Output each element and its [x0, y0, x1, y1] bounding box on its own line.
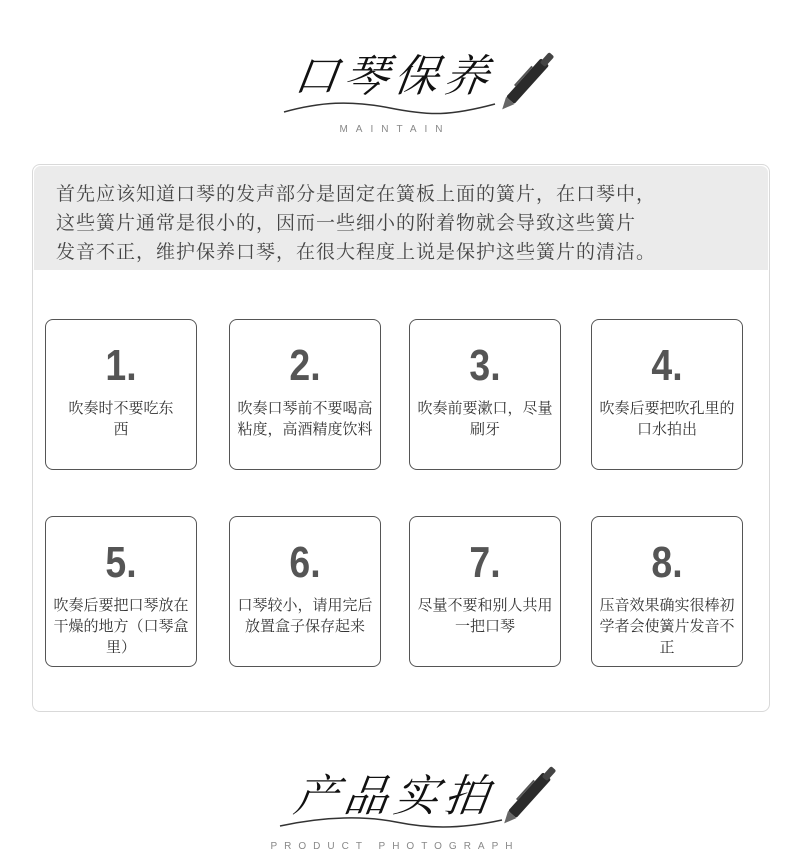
section-subtitle-wrap: [0, 124, 790, 135]
section-title: 产品实拍: [290, 771, 498, 822]
tip-card: [591, 516, 743, 667]
tip-number: 2.: [289, 341, 321, 390]
tip-number: 5.: [105, 538, 137, 587]
tip-text: 尽量不要和别人共用一把口琴: [417, 596, 553, 635]
tip-number: 7.: [469, 538, 501, 587]
tip-number: 8.: [651, 538, 683, 587]
flourish-underline: [276, 812, 506, 834]
section-subtitle: MAINTAIN: [339, 124, 451, 135]
tip-card: [409, 319, 561, 470]
section-subtitle: PRODUCT PHOTOGRAPH: [270, 841, 520, 852]
tip-card: [45, 516, 197, 667]
tip-card: [229, 516, 381, 667]
section-subtitle-wrap: [0, 841, 790, 852]
tip-text: 吹奏后要把吹孔里的口水拍出: [599, 399, 735, 438]
tip-text: 吹奏时不要吃东西: [68, 399, 174, 438]
tip-number: 3.: [469, 341, 501, 390]
section-header-maintain: [0, 40, 790, 104]
tip-card: [45, 319, 197, 470]
tip-card: [409, 516, 561, 667]
tip-card: [591, 319, 743, 470]
tip-text: 吹奏后要把口琴放在干燥的地方（口琴盒里）: [53, 596, 189, 656]
tip-text: 吹奏口琴前不要喝高粘度，高酒精度饮料: [237, 399, 373, 438]
section-title: 口琴保养: [290, 51, 498, 102]
pen-icon: [494, 42, 570, 112]
intro-line: 这些簧片通常是很小的，因而一些细小的附着物就会导致这些簧片: [56, 212, 637, 234]
intro-line: 发音不正，维护保养口琴，在很大程度上说是保护这些簧片的清洁。: [56, 241, 657, 263]
tip-text: 压音效果确实很棒初学者会使簧片发音不正: [599, 596, 735, 656]
flourish-underline: [280, 96, 500, 120]
tip-number: 1.: [105, 341, 137, 390]
tip-text: 吹奏前要漱口，尽量刷牙: [417, 399, 553, 438]
tip-number: 4.: [651, 341, 683, 390]
pen-icon: [496, 756, 572, 826]
intro-line: 首先应该知道口琴的发声部分是固定在簧板上面的簧片，在口琴中，: [56, 183, 657, 205]
tip-text: 口琴较小，请用完后放置盒子保存起来: [237, 596, 373, 635]
tip-number: 6.: [289, 538, 321, 587]
intro-paragraph: [34, 166, 768, 270]
tip-card: [229, 319, 381, 470]
